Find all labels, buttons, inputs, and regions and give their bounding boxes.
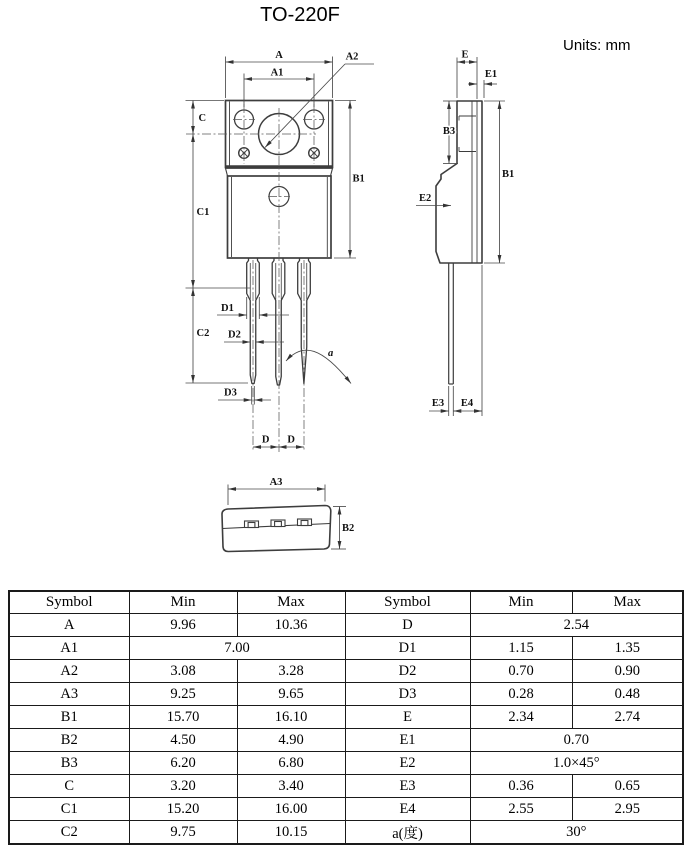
cell-symbol: D3 [345,683,470,706]
dim-label-c1: C1 [196,207,210,218]
table-row [9,706,683,729]
cell-min: 15.70 [129,706,237,729]
cell-min: 3.08 [129,660,237,683]
cell-max: 2.74 [572,706,683,729]
cell-max: 3.28 [237,660,345,683]
table-row [9,660,683,683]
side-view [416,50,514,417]
dim-label-d1: D1 [221,303,234,314]
bottom-pin-3 [298,519,312,526]
table-row [9,683,683,706]
cell-symbol: D [345,614,470,637]
cell-symbol: B3 [9,752,129,775]
cell-merged: 7.00 [129,637,345,660]
header-max-right: Max [572,591,683,614]
cell-max: 4.90 [237,729,345,752]
dim-label-b1-front: B1 [352,173,365,185]
table-row [9,752,683,775]
front-leads [247,258,311,385]
bottom-pin-1 [245,521,259,528]
cell-max: 10.15 [237,821,345,845]
cell-min: 1.15 [470,637,572,660]
cell-min: 2.55 [470,798,572,821]
cell-merged: 2.54 [470,614,683,637]
dim-label-d3: D3 [224,387,237,399]
cell-max: 9.65 [237,683,345,706]
front-dimensions [186,50,375,447]
cell-max: 16.00 [237,798,345,821]
table-row [9,775,683,798]
cell-min: 3.20 [129,775,237,798]
header-symbol-right: Symbol [345,591,470,614]
cell-min: 6.20 [129,752,237,775]
cell-symbol: A [9,614,129,637]
cell-max: 0.65 [572,775,683,798]
table-row [9,729,683,752]
cell-merged: 1.0×45° [470,752,683,775]
cell-max: 3.40 [237,775,345,798]
dim-label-e1: E1 [484,69,498,80]
cell-symbol: C2 [9,821,129,845]
cell-min: 15.20 [129,798,237,821]
dim-label-angle: a [328,348,334,359]
dim-label-b2: B2 [342,523,355,534]
cell-min: 0.70 [470,660,572,683]
table-row [9,614,683,637]
side-body [436,101,482,384]
cell-min: 9.25 [129,683,237,706]
dim-label-d-right: D [287,434,295,446]
dim-label-a1: A1 [270,67,284,79]
dim-label-c2: C2 [196,328,210,339]
cell-symbol: A1 [9,637,129,660]
cell-max: 10.36 [237,614,345,637]
cell-symbol: E4 [345,798,470,821]
cell-symbol: E2 [345,752,470,775]
dim-label-a3: A3 [269,477,283,488]
cell-min: 0.28 [470,683,572,706]
cell-min: 4.50 [129,729,237,752]
table-header-row [9,591,683,614]
cell-symbol: A3 [9,683,129,706]
page-title: TO-220F [260,4,340,26]
cell-max: 1.35 [572,637,683,660]
cell-symbol: E1 [345,729,470,752]
dim-label-e2: E2 [419,193,432,204]
dim-label-e: E [461,49,469,61]
cell-merged: 0.70 [470,729,683,752]
dim-label-d2: D2 [228,329,241,341]
dim-label-b1-side: B1 [502,169,515,180]
header-symbol-left: Symbol [9,591,129,614]
cell-symbol: B1 [9,706,129,729]
cell-merged: 30° [470,821,683,845]
cell-symbol: D2 [345,660,470,683]
table-row [9,821,683,845]
dimensions-table-wrap [8,590,684,845]
bottom-body [222,506,331,552]
cell-symbol: a(度) [345,821,470,845]
cell-symbol: E3 [345,775,470,798]
cell-symbol: C1 [9,798,129,821]
cell-min: 9.96 [129,614,237,637]
dim-label-e3: E3 [431,398,445,409]
bottom-view [222,477,354,552]
cell-symbol: C [9,775,129,798]
dim-label-a2: A2 [345,51,359,63]
cell-symbol: B2 [9,729,129,752]
cell-max: 6.80 [237,752,345,775]
dim-label-e4: E4 [460,398,474,409]
cell-max: 2.95 [572,798,683,821]
bottom-pin-2 [271,520,285,527]
front-view [186,50,375,452]
dimensions-table [8,590,684,845]
side-lead [449,263,454,384]
table-row [9,637,683,660]
cell-symbol: A2 [9,660,129,683]
cell-symbol: D1 [345,637,470,660]
cell-max: 16.10 [237,706,345,729]
header-max-left: Max [237,591,345,614]
cell-max: 0.90 [572,660,683,683]
dim-label-d-left: D [261,434,270,446]
header-min-right: Min [470,591,572,614]
dim-label-a: A [275,50,283,61]
cell-min: 9.75 [129,821,237,845]
dim-label-c: C [198,113,207,124]
cell-min: 2.34 [470,706,572,729]
cell-min: 0.36 [470,775,572,798]
dim-label-b3: B3 [442,126,456,137]
table-row [9,798,683,821]
units-label: Units: mm [563,37,631,54]
cell-symbol: E [345,706,470,729]
header-min-left: Min [129,591,237,614]
cell-max: 0.48 [572,683,683,706]
